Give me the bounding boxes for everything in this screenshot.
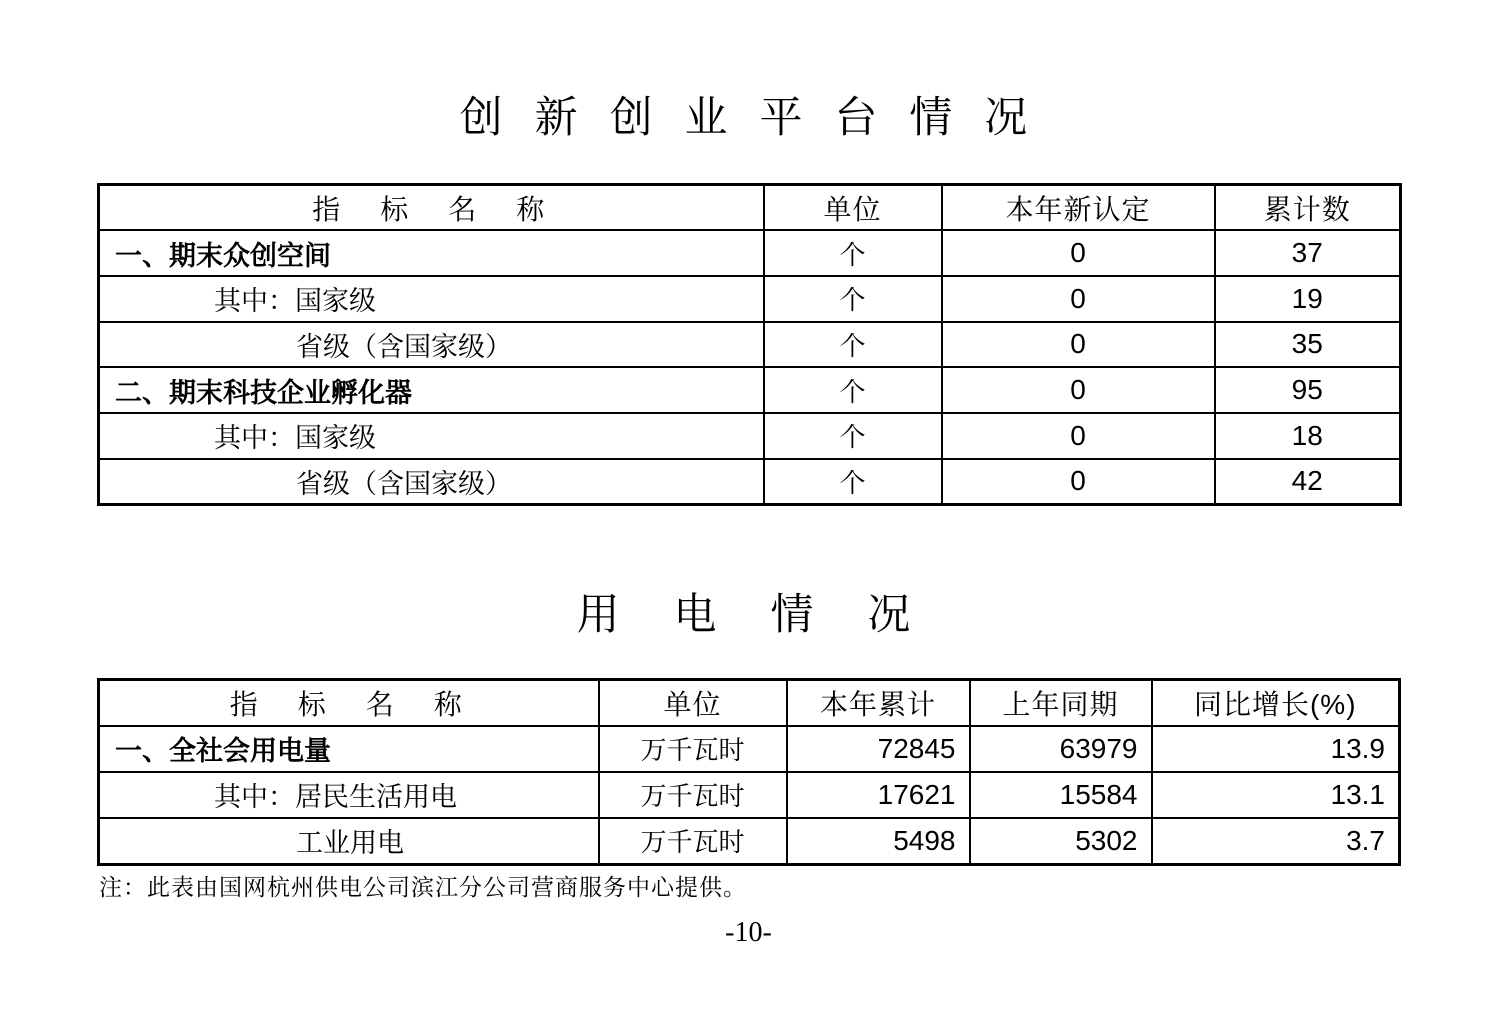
row-label: 一、全社会用电量	[99, 726, 599, 772]
row-new-this-year: 0	[942, 459, 1215, 505]
header-indicator-name: 指 标 名 称	[99, 185, 764, 231]
row-new-this-year: 0	[942, 230, 1215, 276]
row-label: 省级（含国家级）	[99, 322, 764, 368]
row-label: 其中：国家级	[99, 276, 764, 322]
row-new-this-year: 0	[942, 413, 1215, 459]
row-new-this-year: 0	[942, 322, 1215, 368]
table-row	[99, 413, 1401, 459]
row-cumulative: 19	[1215, 276, 1401, 322]
table-row	[99, 230, 1401, 276]
header-indicator-name: 指 标 名 称	[99, 680, 599, 726]
row-yoy-growth: 3.7	[1152, 818, 1400, 864]
page-number: -10-	[725, 917, 772, 948]
table-header-row	[99, 185, 1401, 231]
row-cumulative: 42	[1215, 459, 1401, 505]
header-unit: 单位	[764, 185, 942, 231]
row-current-year: 17621	[787, 772, 970, 818]
innovation-table-title: 创 新 创 业 平 台 情 况	[459, 94, 1038, 142]
row-unit: 个	[764, 322, 942, 368]
row-label: 一、期末众创空间	[99, 230, 764, 276]
row-current-year: 72845	[787, 726, 970, 772]
header-new-this-year: 本年新认定	[942, 185, 1215, 231]
footnote-text: 注：此表由国网杭州供电公司滨江分公司营商服务中心提供。	[99, 875, 747, 900]
header-prev-year: 上年同期	[970, 680, 1152, 726]
row-label: 其中：居民生活用电	[99, 772, 599, 818]
table-row	[99, 459, 1401, 505]
table-row	[99, 818, 1400, 864]
row-yoy-growth: 13.9	[1152, 726, 1400, 772]
row-prev-year: 5302	[970, 818, 1152, 864]
row-unit: 万千瓦时	[599, 726, 787, 772]
table-row	[99, 367, 1401, 413]
row-cumulative: 37	[1215, 230, 1401, 276]
row-current-year: 5498	[787, 818, 970, 864]
row-yoy-growth: 13.1	[1152, 772, 1400, 818]
row-prev-year: 15584	[970, 772, 1152, 818]
table-row	[99, 322, 1401, 368]
row-label: 二、期末科技企业孵化器	[99, 367, 764, 413]
row-label: 工业用电	[99, 818, 599, 864]
row-cumulative: 95	[1215, 367, 1401, 413]
electricity-table-title: 用 电 情 况	[576, 591, 921, 639]
table-row	[99, 772, 1400, 818]
row-new-this-year: 0	[942, 367, 1215, 413]
row-new-this-year: 0	[942, 276, 1215, 322]
table-header-row	[99, 680, 1400, 726]
electricity-usage-table	[97, 678, 1401, 866]
row-unit: 个	[764, 459, 942, 505]
row-label: 其中：国家级	[99, 413, 764, 459]
row-prev-year: 63979	[970, 726, 1152, 772]
row-unit: 万千瓦时	[599, 772, 787, 818]
row-unit: 个	[764, 276, 942, 322]
innovation-platform-table	[97, 183, 1402, 506]
row-unit: 个	[764, 367, 942, 413]
row-unit: 个	[764, 413, 942, 459]
header-current-year: 本年累计	[787, 680, 970, 726]
row-unit: 万千瓦时	[599, 818, 787, 864]
table-row	[99, 726, 1400, 772]
header-unit: 单位	[599, 680, 787, 726]
header-yoy-growth: 同比增长(%)	[1152, 680, 1400, 726]
row-cumulative: 18	[1215, 413, 1401, 459]
row-unit: 个	[764, 230, 942, 276]
header-cumulative: 累计数	[1215, 185, 1401, 231]
table-row	[99, 276, 1401, 322]
row-label: 省级（含国家级）	[99, 459, 764, 505]
row-cumulative: 35	[1215, 322, 1401, 368]
